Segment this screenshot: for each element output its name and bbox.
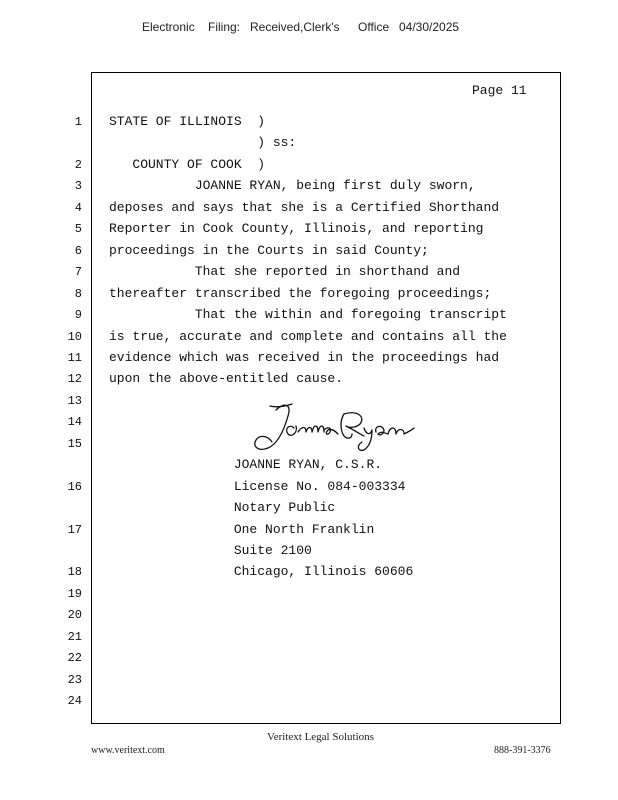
line-text: ) ss:	[109, 135, 297, 151]
line-number: 17	[67, 522, 82, 537]
line-text: deposes and says that she is a Certified Shorthand	[109, 199, 500, 215]
line-text: is true, accurate and complete and contains all the	[109, 328, 507, 344]
banner-electronic: Electronic	[142, 20, 195, 34]
line-number: 11	[67, 350, 82, 365]
line-text: COUNTY OF COOK )	[109, 156, 266, 172]
line-number: 10	[67, 329, 82, 344]
line-number: 12	[67, 372, 82, 387]
line-number: 24	[67, 694, 82, 709]
banner-filing: Filing:	[208, 20, 241, 34]
line-text: Notary Public	[109, 500, 336, 516]
line-number: 2	[74, 157, 82, 172]
line-number: 3	[74, 179, 82, 194]
line-number: 14	[67, 415, 82, 430]
line-number: 21	[67, 629, 82, 644]
banner-office: Office	[358, 20, 390, 34]
line-number: 7	[74, 265, 82, 280]
line-number: 4	[74, 200, 82, 215]
page-number: Page 11	[472, 83, 527, 98]
line-text: proceedings in the Courts in said County;	[109, 242, 429, 258]
line-text: thereafter transcribed the foregoing proceedings;	[109, 285, 492, 301]
footer-phone: 888-391-3376	[494, 745, 551, 756]
line-text: That she reported in shorthand and	[109, 264, 461, 280]
footer-website: www.veritext.com	[91, 745, 165, 756]
line-text: evidence which was received in the proceedings had	[109, 349, 500, 365]
banner-date: 04/30/2025	[399, 20, 460, 34]
line-number: 19	[67, 586, 82, 601]
line-text: JOANNE RYAN, being first duly sworn,	[109, 178, 476, 194]
signature-image	[248, 400, 418, 456]
line-number: 8	[74, 286, 82, 301]
line-text: That the within and foregoing transcript	[109, 307, 507, 323]
line-number: 16	[67, 479, 82, 494]
line-text: upon the above-entitled cause.	[109, 371, 344, 387]
line-text: Reporter in Cook County, Illinois, and reporting	[109, 221, 484, 237]
line-number: 23	[67, 672, 82, 687]
footer-company: Veritext Legal Solutions	[267, 731, 374, 743]
banner-received: Received,Clerk's	[250, 20, 340, 34]
line-text: One North Franklin	[109, 521, 375, 537]
line-number: 6	[74, 243, 82, 258]
line-text: STATE OF ILLINOIS )	[109, 114, 266, 129]
line-text: JOANNE RYAN, C.S.R.	[109, 457, 383, 473]
line-number: 5	[74, 222, 82, 237]
line-text: Chicago, Illinois 60606	[109, 564, 414, 580]
line-number: 20	[67, 608, 82, 623]
line-number: 22	[67, 651, 82, 666]
line-number: 9	[74, 308, 82, 323]
line-text: License No. 084-003334	[109, 478, 406, 494]
line-number: 15	[67, 436, 82, 451]
line-number: 18	[67, 565, 82, 580]
line-number: 1	[74, 115, 82, 129]
line-text: Suite 2100	[109, 543, 312, 558]
line-number: 13	[67, 393, 82, 408]
